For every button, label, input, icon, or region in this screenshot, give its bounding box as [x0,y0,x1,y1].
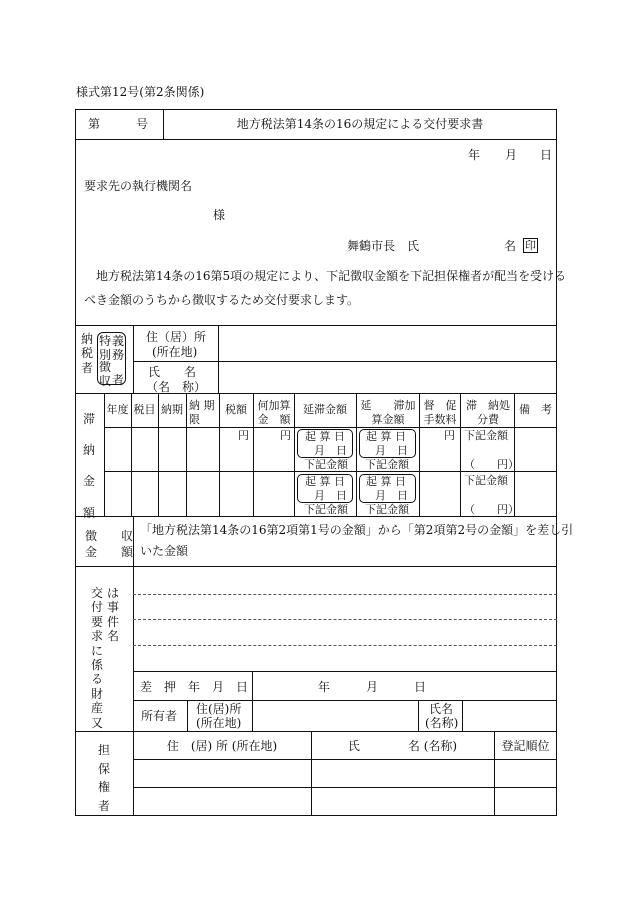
security-side-label: 担保権者 [97,743,110,813]
seizure-date-label: 差 押 年 月 日 [140,680,249,694]
below-amount-1b: 下記金額 [365,458,409,471]
yen-tax: 円 [238,429,249,442]
header-due: 納期 [161,403,183,416]
taxpayer-side-label: 納税者 [80,332,93,375]
taxpayer-address-label: 住（居）所 [146,330,207,344]
body-text-line1: 地方税法第14条の16第5項の規定により、下記徴収金額を下記担保権者が配当を受ける [96,269,567,283]
arrears-side-label: 滞納金額 [82,412,95,520]
property-side-label2: は事件名 [106,586,119,644]
owner-address-label: 住(居)所 [196,702,242,716]
month-day-2a: 月 日 [314,489,347,502]
owner-name-label2: (名称) [425,716,459,730]
issuer-name: 舞鶴市長 氏 [347,239,420,253]
obligor-col3: 徴収 [98,360,111,389]
date-day: 日 [540,148,553,162]
owner-address-label2: (所在地) [196,716,242,730]
taxpayer-name-label2: （名 称） [146,380,207,394]
owner-label: 所有者 [141,709,178,723]
addressee-label: 要求先の執行機関名 [84,179,193,193]
collection-text-line1: 「地方税法第14条の16第2項第1号の金額」から「第2項第2号の金額」を差し引 [140,523,574,537]
collection-label: 徴 収 [85,529,134,543]
security-rank-header: 登記順位 [501,739,550,753]
below-amount-1c: 下記金額 [464,429,508,442]
header-due-date: 納 期限 [189,399,215,426]
below-amount-2b: 下記金額 [365,503,409,516]
below-amount-2c: 下記金額 [464,474,508,487]
form-label: 様式第12号(第2条関係) [76,85,205,99]
date-month: 月 [505,148,518,162]
property-side-label: 交付要求に係る財産又 [90,586,103,730]
obligor-col2: 特別 [98,334,111,363]
start-date-2b: 起 算 日 [366,475,406,488]
security-name-header: 氏 名 (名称) [347,739,458,753]
collection-text-line2: いた金額 [140,544,189,558]
start-date-1b: 起 算 日 [366,430,406,443]
paren-yen-2: （ 円） [464,503,519,516]
seal-mark: 印 [525,239,536,252]
header-remarks: 備 考 [519,403,552,416]
owner-name-label: 氏名 [429,702,454,716]
obligor-col4: 者 [111,373,124,387]
header-late-fee: 延滞金額 [303,403,347,416]
addressee-honorific: 様 [213,208,226,222]
header-late-additional: 延 滞加算金額 [360,399,416,426]
number-label: 第 号 [88,117,149,131]
taxpayer-address-label2: (所在地) [152,345,198,359]
header-demand-fee: 督 促手数料 [423,399,457,426]
security-address-header: 住 (居) 所 (所在地) [166,739,278,753]
taxpayer-name-label: 氏 名 [148,365,197,379]
header-disposition-cost: 滞 納処分費 [466,399,510,426]
below-amount-2a: 下記金額 [304,503,348,516]
yen-demand: 円 [444,429,455,442]
start-date-2a: 起 算 日 [305,475,345,488]
header-additional: 何加算金 額 [257,399,291,426]
header-tax-amount: 税額 [225,403,247,416]
collection-label2: 金 額 [85,545,134,559]
body-text-line2: べき金額のうちから徴収するため交付要求します。 [84,293,360,307]
seizure-date-value: 年 月 日 [318,680,427,694]
paren-yen-1: （ 円） [464,458,519,471]
below-amount-1a: 下記金額 [304,458,348,471]
start-date-1a: 起 算 日 [305,430,345,443]
form-title: 地方税法第14条の16の規定による交付要求書 [236,117,484,131]
header-year: 年度 [106,403,129,416]
obligor-col1: 義務 [111,334,124,363]
month-day-1b: 月 日 [375,444,408,457]
month-day-1a: 月 日 [314,444,347,457]
issuer-name2: 名 [504,239,517,253]
month-day-2b: 月 日 [375,489,408,502]
date-year: 年 [468,148,481,162]
yen-additional: 円 [280,429,291,442]
header-tax-item: 税目 [133,403,156,416]
